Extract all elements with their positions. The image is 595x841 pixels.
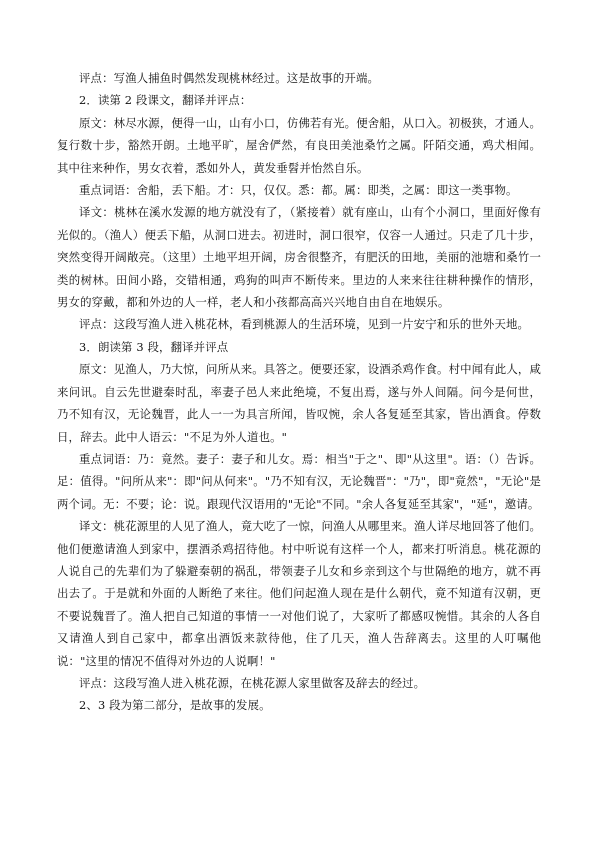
key-words-2: 重点词语：舍船，丢下船。才：只，仅仅。悉：都。属：即类，之属：即这一类事物。 [79,183,518,198]
original-text-2: 原文：林尽水源，便得一山，山有小口，仿佛若有光。便舍船，从口入。初极狭，才通人。复行数十步，豁然开朗。土地平旷，屋舍俨然，有良田美池桑竹之属。阡陌交通，鸡犬相闻。其中往来种作，男女衣着，悉如外人，黄发垂髫并怡然自乐。 [57,115,541,175]
translation-2: 译文：桃林在溪水发源的地方就没有了，（紧接着）就有座山，山有个小洞口，里面好像有光似的。（渔人）便丢下船，从洞口进去。初进时，洞口很窄，仅容一人通过。只走了几十步，突然变得开阔敞亮。（这里）土地平坦开阔，房舍很整齐，有肥沃的田地，美丽的池塘和桑竹一类的树林。田间小路，交错相通，鸡狗的叫声不断传来。里边的人来来往往耕种操作的情形，男女的穿戴，都和外边的人一样，老人和小孩都高高兴兴地自由自在地娱乐。 [57,205,541,310]
section-heading-3: 3．朗读第 3 段，翻译并评点 [79,339,229,354]
key-words-3: 重点词语：乃：竟然。妻子：妻子和儿女。焉：相当"于之"、即"从这里"。语：（）告诉。足：值得。"问所从来"：即"问从何来"。"乃不知有汉，无论魏晋"："乃"，即"竟然"，"无论"是两个词。无：不要；论：说。跟现代汉语用的"无论"不同。"余人各复延至其家"，"延"，邀请。 [57,451,541,511]
comment-paragraph-3: 评点：这段写渔人进入桃花源，在桃花源人家里做客及辞去的经过。 [79,675,426,690]
original-text-3: 原文：见渔人，乃大惊，问所从来。具答之。便要还家，设酒杀鸡作食。村中闻有此人，咸来问讯。自云先世避秦时乱，率妻子邑人来此绝境，不复出焉，遂与外人间隔。问今是何世，乃不知有汉，无论魏晋，此人一一为具言所闻，皆叹惋，余人各复延至其家，皆出酒食。停数日，辞去。此中人语云："不足为外人道也。" [57,362,541,444]
comment-paragraph-1: 评点：写渔人捕鱼时偶然发现桃林经过。这是故事的开端。 [79,71,380,85]
comment-paragraph-2: 评点：这段写渔人进入桃花林，看到桃源人的生活环境，见到一片安宁和乐的世外天地。 [79,317,530,332]
structure-note: 2、3 段为第二部分，是故事的发展。 [79,698,271,713]
section-heading-2: 2．读第 2 段课文，翻译并评点： [79,93,252,108]
translation-3: 译文：桃花源里的人见了渔人，竟大吃了一惊，问渔人从哪里来。渔人详尽地回答了他们。他们便邀请渔人到家中，摆酒杀鸡招待他。村中听说有这样一个人，都来打听消息。桃花源的人说自己的先辈们为了躲避秦朝的祸乱，带领妻子儿女和乡亲到这个与世隔绝的地方，就不再出去了。于是就和外面的人断绝了来往。他们问起渔人现在是什么朝代，竟不知道有汉朝，更不要说魏晋了。渔人把自己知道的事情一一对他们说了，大家听了都感叹惋惜。其余的人各自又请渔人到自己家中，都拿出酒饭来款待他，住了几天，渔人告辞离去。这里的人叮嘱他说："这里的情况不值得对外边的人说啊！" [57,519,541,668]
